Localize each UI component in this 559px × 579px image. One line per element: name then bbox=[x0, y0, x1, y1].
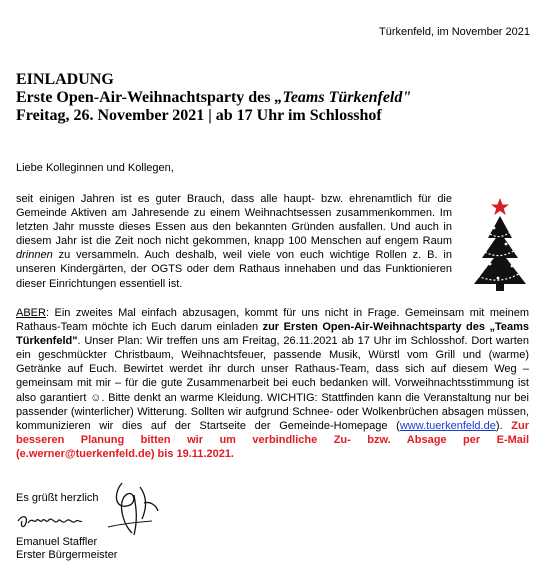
paragraph-1-part-2: zu versammeln. Auch deshalb, weil viele von euch wichtige Rollen z. B. in unseren Kindergärten, der OGTS oder dem Rathaus innehaben und das Funktionieren dieser Einrichtungen essentiell ist. bbox=[16, 249, 452, 290]
paragraph-2-lead: ABER bbox=[16, 307, 46, 319]
date-line: Türkenfeld, im November 2021 bbox=[378, 26, 530, 38]
rsvp-notice: Zur besseren Planung bitten wir um verbindliche Zu- bzw. Absage per E-Mail (e.werner@tuerkenfeld.de) bis 19.11.2021. bbox=[16, 419, 529, 460]
paragraph-2-part-1: : Ein zweites Mal einfach abzusagen, kommt für uns nicht in Frage. Gemeinsam mit meinem Rathaus-Team möchte ich Euch darum einladen bbox=[16, 307, 529, 334]
tree-trunk bbox=[496, 284, 504, 291]
title-line-2-prefix: Erste Open-Air-Weihnachtsparty des bbox=[16, 89, 275, 106]
title-team-name: „Teams Türkenfeld" bbox=[274, 89, 412, 106]
closing-greeting: Es grüßt herzlich bbox=[16, 492, 99, 504]
title-line-2 bbox=[16, 89, 536, 107]
paragraph-1 bbox=[16, 192, 452, 291]
paragraph-1-emphasis: drinnen bbox=[16, 249, 53, 262]
title-line-1: EINLADUNG bbox=[16, 71, 114, 88]
signer-block bbox=[16, 536, 117, 562]
paragraph-2-part-2: . Unser Plan: Wir treffen uns am Freitag, 26.11.2021 ab 17 Uhr im Schlosshof. Dort warten ein geschmückter Christbaum, Weihnachtsfeuer, passende Musik, Würstl vom Grill und (warme) Getränke auf Euch. Bewirtet werdet ihr durch unser Rathaus-Team, dass sich auf diesem Weg – gemeinsam mit mir – für die gute Zusammenarbeit bei euch bedanken will. Vorweihnachtsstimmung ist also garantiert ☺. Bitte denkt an warme Kleidung. WICHTIG: Stattfinden kann die Veranstaltung nur bei passender (winterlicher) Witterung. Sollten wir aufgrund Schnee- oder Wolkenbrüchen absagen müssen, kommunizieren wir dies auf der Startseite der Gemeinde-Homepage ( bbox=[16, 335, 529, 432]
paragraph-1-part-1: seit einigen Jahren ist es guter Brauch, dass alle haupt- bzw. ehrenamtlich für die Gemeinde Aktiven am Jahresende zu einem Weihnachtsessen zusammenkommen. Im letzten Jahr musste dieses Essen aus den bekannten Gründen ausfallen. Und auch in diesem Jahr ist die Zeit noch nicht gekommen, knapp 100 Menschen auf engem Raum bbox=[16, 193, 452, 248]
signer-name: Emanuel Staffler bbox=[16, 536, 98, 548]
signer-role: Erster Bürgermeister bbox=[16, 549, 118, 561]
paragraph-2 bbox=[16, 306, 529, 461]
christmas-tree-icon bbox=[468, 196, 532, 292]
title-line-3: Freitag, 26. November 2021 | ab 17 Uhr im Schlosshof bbox=[16, 107, 382, 124]
tree-bottom bbox=[474, 250, 526, 284]
paragraph-2-bold: zur Ersten Open-Air-Weihnachtsparty des „Teams Türkenfeld" bbox=[16, 321, 529, 348]
paragraph-2-part-3: ). bbox=[495, 419, 512, 432]
homepage-link[interactable]: www.tuerkenfeld.de bbox=[399, 419, 496, 432]
tree-star bbox=[491, 198, 509, 215]
salutation: Liebe Kolleginnen und Kollegen, bbox=[16, 162, 174, 174]
invitation-title bbox=[16, 71, 536, 125]
handwritten-signature bbox=[12, 475, 172, 545]
